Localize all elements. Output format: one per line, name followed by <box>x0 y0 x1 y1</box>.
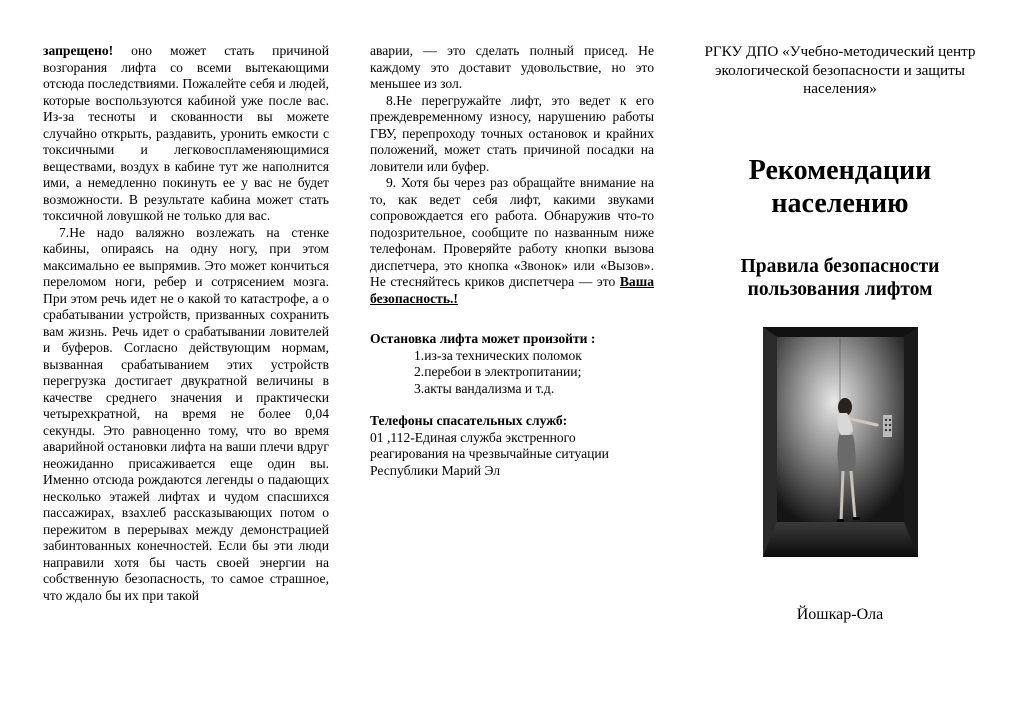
your-safety-link: Ваша безопасность.! <box>370 274 654 306</box>
paragraph-8: 8.Не перегружайте лифт, это ведет к его преждевременному износу, нарушению работы ГВУ, перепроходу точных остановок и крайних положений, может стать причиной посадки на ловители или буфер. <box>370 92 654 174</box>
paragraph-7-end: аварии, — это сделать полный присед. Не каждому это доставит удовольствие, но это меньшее из зол. <box>370 43 654 91</box>
page-subtitle: Правила безопасности пользования лифтом <box>740 255 940 300</box>
city-name: Йошкар-Ола <box>796 605 884 623</box>
middle-column <box>370 43 654 479</box>
stop-item-3: 3.акты вандализма и т.д. <box>414 380 555 396</box>
stop-item-1: 1.из-за технических поломок <box>414 347 582 363</box>
spacer <box>370 307 654 323</box>
phones-text: 01 ,112-Единая служба экстренного реагирования на чрезвычайные ситуации Республики Марий Эл <box>370 429 609 478</box>
paragraph-7: 7.Не надо валяжно возлежать на стенке кабины, опираясь на одну ногу, при этом максимально ее выпрямив. Это может кончиться переломом ноги, ребер и сотрясением мозга. При этом речь идет не о какой то катастрофе, а о срабатывании устройств, призванных сохранить вам жизнь. Речь идет о срабатывании ловителей и буферов. Согласно действующим нормам, вызванная срабатыванием этих устройств перегрузка достигает двукратной величины в качестве среднего значения и практически четырехкратной, на время не более 0,04 секунды. Это равноценно тому, что во время аварийной остановки лифта на ваши плечи вдруг неожиданно присаживается еще один вы. Именно отсюда рождаются легенды о падающих несколько этажей лифтах и чудом спасшихся пассажирах, взахлеб рассказывающих потом о пережитом в перерывах между демонстрацией забинтованных конечностей. Если бы эти люди направили хотя бы часть своей энергии на собственную безопасность, то самое страшное, что ждало бы их при такой <box>43 224 329 603</box>
stop-heading: Остановка лифта может произойти : <box>370 331 596 346</box>
stop-item-2: 2.перебои в электропитании; <box>414 364 582 379</box>
paragraph-9-text: 9. Хотя бы через раз обращайте внимание на то, как ведет себя лифт, какими звуками сопровождается его работа. Обнаружив что-то подозрительное, сообщите по названным ниже телефонам. Проверяйте работу кнопки вызова диспетчера, это кнопка «Звонок» или «Вызов». Не стесняйтесь криков диспетчера — это <box>370 175 654 289</box>
paragraph-6-continued <box>43 43 329 225</box>
elevator-photo <box>763 327 918 557</box>
spacer <box>370 323 654 331</box>
organization-name: РГКУ ДПО «Учебно-методический центр экологической безопасности и защиты населения» <box>704 43 976 97</box>
paragraph-9 <box>370 175 654 307</box>
left-column <box>43 43 329 604</box>
paragraph-6-text: оно может стать причиной возгорания лифта со всеми вытекающими отсюда последствиями. Пожалейте себя и людей, которые воспользуются кабиной уже после вас. Из-за тесноты и скованности вы можете случайно открыть, раздавить, уронить емкости с токсичными и легковоспламеняющимися веществами, воздух в кабине тут же наполнится ими, а немедленно покинуть ее у вас не будет возможности. В результате кабина может стать токсичной ловушкой не только для вас. <box>43 43 329 223</box>
phones-heading: Телефоны спасательных служб: <box>370 413 568 428</box>
spacer <box>370 397 654 413</box>
forbidden-bold: запрещено! <box>43 43 114 58</box>
page-title: Рекомендации населению <box>748 154 932 219</box>
cover-column <box>695 43 985 623</box>
